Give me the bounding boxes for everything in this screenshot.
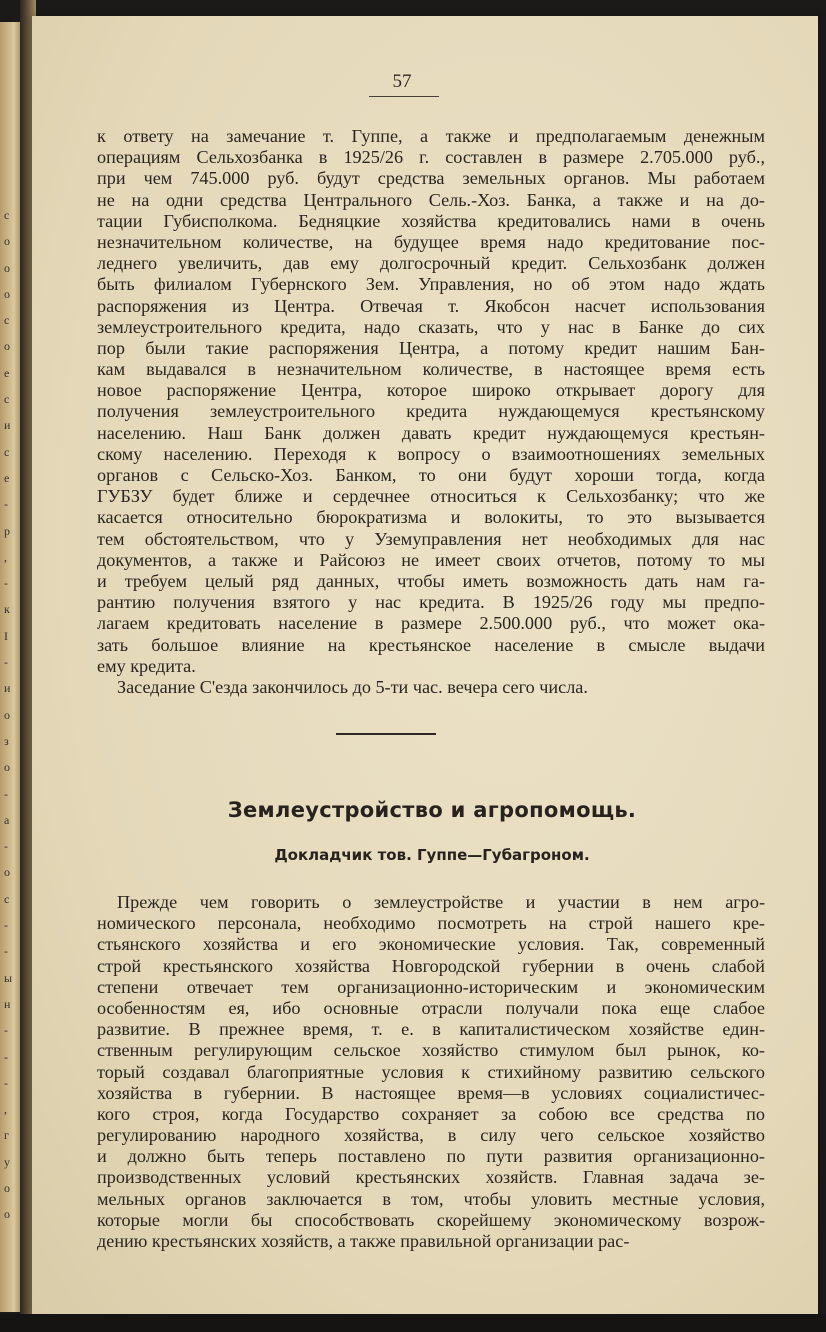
edge-letter: о (4, 260, 10, 275)
text-line: тем обстоятельством, что у Уземуправления нет необходимых для нас (97, 528, 765, 549)
text-line: особенностям ея, ибо основные отрасли получали пока еще слабое (97, 997, 765, 1018)
paragraph-land-management (97, 892, 765, 1252)
text-line: ГУБЗУ будет ближе и сердечнее относиться к Сельхозбанку; что же (97, 486, 765, 507)
text-line: незначительном количестве, на будущее время надо кредитование пос- (97, 231, 765, 252)
text-line: быть филиалом Губернского Зем. Управления, но об этом надо ждать (97, 274, 765, 295)
edge-letter: с (4, 208, 10, 222)
text-line: лагаем кредитовать население в размере 2.500.000 руб., что может ока- (97, 613, 765, 634)
edge-letter: - (4, 918, 8, 933)
edge-letter: е (4, 365, 10, 380)
text-line: строй крестьянского хозяйства Новгородской губернии в очень слабой (97, 955, 765, 976)
edge-letter: и (4, 418, 11, 433)
text-line: развитие. В прежнее время, т. е. в капиталистическом хозяйстве един- (97, 1019, 765, 1040)
edge-letter: а (4, 812, 10, 827)
text-line: хозяйства в губернии. В настоящее время—в условиях социалистичес- (97, 1082, 765, 1103)
edge-letter: и (4, 681, 11, 696)
text-line: документов, а также и Райсоюз не имеет своих отчетов, потому то мы (97, 549, 765, 570)
paragraph-session-closing (97, 677, 765, 698)
edge-letter: , (4, 549, 7, 564)
previous-page-edge-letters (4, 202, 16, 1228)
text-line: к ответу на замечание т. Гуппе, а также и предполагаемым денежным (97, 126, 765, 146)
section-title: Землеустройство и агропомощь. (227, 798, 637, 822)
text-line: ственным регулирующим сельское хозяйство стимулом был рынок, ко- (97, 1040, 765, 1061)
edge-letter: о (4, 1207, 10, 1222)
text-line: торый создавал благоприятные условия к стихийному развитию сельского (97, 1061, 765, 1082)
edge-letter: о (4, 339, 10, 354)
bottom-shadow (0, 1314, 826, 1332)
text-line: не на одни средства Центрального Сель.-Хоз. Банка, а также и на до- (97, 189, 765, 210)
text-line: мельных органов заключается в том, чтобы уловить местные условия, (97, 1188, 765, 1209)
edge-letter: - (4, 576, 8, 591)
text-line: и должно быть теперь поставлено по пути развития организационно- (97, 1146, 765, 1167)
page-number-underline (369, 96, 439, 97)
edge-letter: о (4, 234, 10, 249)
edge-letter: с (4, 891, 10, 906)
text-line: кам выдавался в незначительном количестве, в настоящее время есть (97, 359, 765, 380)
text-line: производственных условий крестьянских хозяйств. Главная задача зе- (97, 1167, 765, 1188)
edge-letter: о (4, 1180, 10, 1195)
text-line: землеустроительного кредита, надо сказать, что у нас в Банке до сих (97, 316, 765, 337)
text-line: населению. Наш Банк должен давать кредит нуждающемуся крестьян- (97, 422, 765, 443)
book-page (32, 16, 818, 1314)
edge-letter: н (4, 996, 11, 1011)
edge-letter: , (4, 1102, 7, 1117)
page-number: 57 (392, 71, 412, 92)
edge-letter: о (4, 707, 10, 722)
edge-letter: о (4, 865, 10, 880)
edge-letter: е (4, 470, 10, 485)
edge-letter: ы (4, 970, 13, 985)
previous-page-edge (0, 22, 20, 1312)
edge-letter: о (4, 760, 10, 775)
text-line: пор были такие распоряжения Центра, а потому кредит нашим Бан- (97, 337, 765, 358)
edge-letter: з (4, 733, 9, 748)
edge-letter: - (4, 1075, 8, 1090)
text-line: леднего увеличить, дав ему долгосрочный кредит. Сельхозбанк должен (97, 253, 765, 274)
edge-letter: I (4, 628, 8, 643)
text-line: рантию получения взятого у нас кредита. В 1925/26 году мы предпо- (97, 592, 765, 613)
text-line: распоряжения из Центра. Отвечая т. Якобсон насчет использования (97, 295, 765, 316)
text-line: ему кредита. (97, 655, 196, 676)
text-line: новое распоряжение Центра, которое широко открывает дорогу для (97, 380, 765, 401)
edge-letter: с (4, 313, 10, 328)
text-line: тации Губисполкома. Бедняцкие хозяйства кредитовались нами в очень (97, 210, 765, 231)
edge-letter: - (4, 1023, 8, 1038)
text-line: Заседание С'езда закончилось до 5-ти час. вечера сего числа. (117, 677, 588, 697)
text-line: дению крестьянских хозяйств, а также правильной организации рас- (97, 1231, 630, 1251)
text-line: кого строя, когда Государство сохраняет за собою все средства по (97, 1103, 765, 1124)
edge-letter: к (4, 602, 10, 617)
edge-letter: у (4, 1154, 10, 1169)
edge-letter: р (4, 523, 10, 538)
speaker-line: Докладчик тов. Гуппе—Губагроном. (274, 846, 590, 864)
edge-letter: г (4, 1128, 9, 1143)
text-line: которые могли бы способствовать скорейшему экономическому возрож- (97, 1209, 765, 1230)
text-line: получения землеустроительного кредита нуждающемуся крестьянскому (97, 401, 765, 422)
text-line: зать большое влияние на крестьянское население в смысле выдачи (97, 634, 765, 655)
edge-letter: - (4, 1049, 8, 1064)
text-line: касается относительно бюрократизма и волокиты, то это вызывается (97, 507, 765, 528)
text-line: номического персонала, необходимо посмотреть на строй нашего кре- (97, 913, 765, 934)
edge-letter: с (4, 444, 10, 459)
text-line: стьянского хозяйства и его экономические условия. Так, современный (97, 934, 765, 955)
text-line: органов с Сельско-Хоз. Банком, то они будут хороши тогда, когда (97, 465, 765, 485)
text-line: скому населению. Переходя к вопросу о взаимоотношениях земельных (97, 443, 765, 464)
section-divider (336, 733, 436, 735)
edge-letter: с (4, 392, 10, 407)
text-line: операциям Сельхозбанка в 1925/26 г. составлен в размере 2.705.000 руб., (97, 147, 765, 168)
edge-letter: - (4, 786, 8, 801)
edge-letter: - (4, 655, 8, 670)
text-line: Прежде чем говорить о землеустройстве и участии в нем агро- (117, 892, 765, 912)
text-line: и требуем целый ряд данных, чтобы иметь возможность дать нам га- (97, 570, 765, 591)
edge-letter: о (4, 286, 10, 301)
text-line: степени отвечает тем организационно-историческим и экономическим (97, 976, 765, 997)
edge-letter: - (4, 839, 8, 854)
text-line: регулированию народного хозяйства, в силу чего сельское хозяйство (97, 1125, 765, 1146)
text-line: при чем 745.000 руб. будут средства земельных органов. Мы работаем (97, 168, 765, 189)
edge-letter: - (4, 944, 8, 959)
paragraph-bank-report (97, 126, 765, 677)
edge-letter: - (4, 497, 8, 512)
